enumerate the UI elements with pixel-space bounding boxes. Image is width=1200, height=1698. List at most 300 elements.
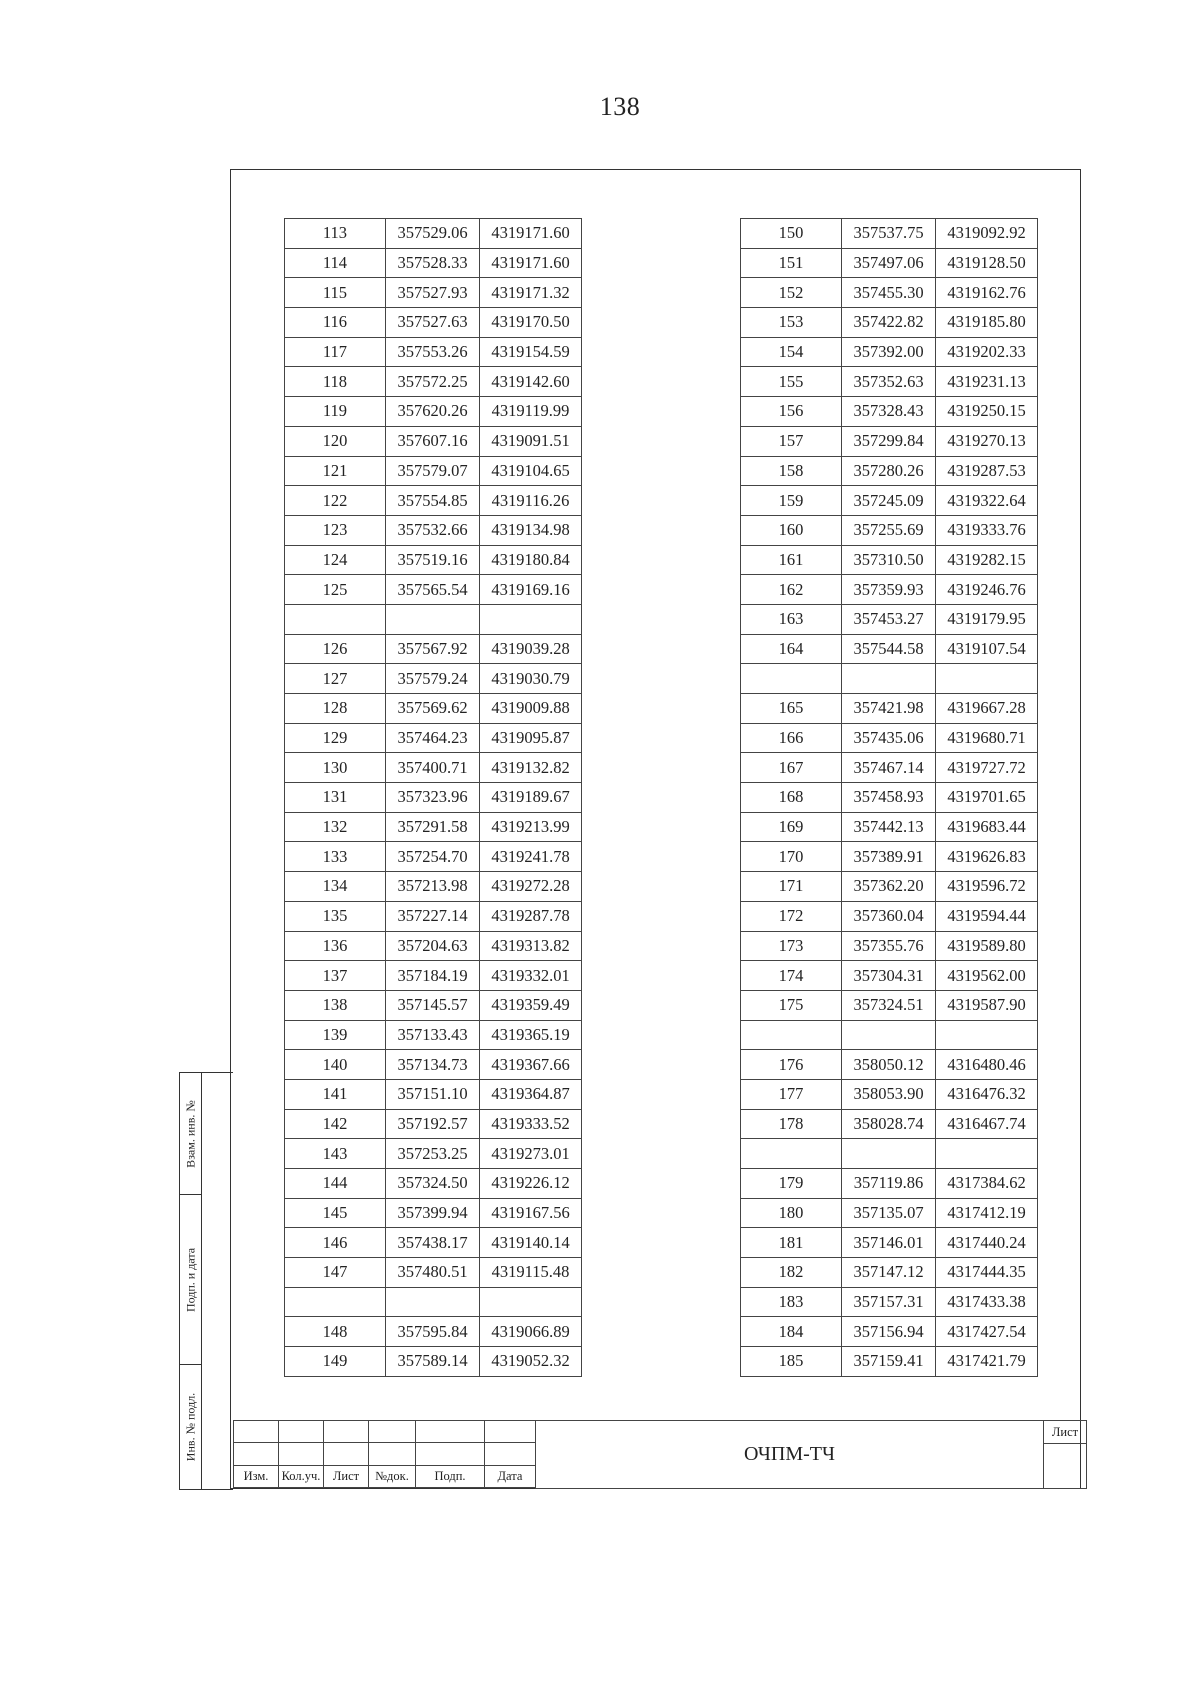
- x-coordinate: 357519.16: [386, 545, 480, 575]
- point-number: 128: [285, 694, 386, 724]
- sheet-label: Лист: [1044, 1421, 1086, 1444]
- x-coordinate: 358053.90: [842, 1079, 936, 1109]
- point-number: 129: [285, 723, 386, 753]
- y-coordinate: 4319091.51: [480, 426, 582, 456]
- table-row: [285, 1228, 582, 1258]
- x-coordinate: 357532.66: [386, 515, 480, 545]
- table-row: [285, 664, 582, 694]
- x-coordinate: 357442.13: [842, 812, 936, 842]
- y-coordinate: 4319587.90: [936, 990, 1038, 1020]
- table-row: [741, 901, 1038, 931]
- y-coordinate: 4319095.87: [480, 723, 582, 753]
- point-number: 121: [285, 456, 386, 486]
- point-number: 145: [285, 1198, 386, 1228]
- x-coordinate: 357360.04: [842, 901, 936, 931]
- point-number: 168: [741, 783, 842, 813]
- y-coordinate: 4316480.46: [936, 1050, 1038, 1080]
- point-number: 179: [741, 1169, 842, 1199]
- point-number: [285, 1287, 386, 1317]
- x-coordinate: 357579.24: [386, 664, 480, 694]
- y-coordinate: 4319667.28: [936, 694, 1038, 724]
- y-coordinate: 4319226.12: [480, 1169, 582, 1199]
- side-label-podp-data: Подп. и дата: [183, 1247, 197, 1312]
- x-coordinate: 357527.93: [386, 278, 480, 308]
- point-number: 135: [285, 901, 386, 931]
- y-coordinate: 4319241.78: [480, 842, 582, 872]
- point-number: 125: [285, 575, 386, 605]
- point-number: 113: [285, 219, 386, 249]
- y-coordinate: 4319364.87: [480, 1079, 582, 1109]
- table-row: [741, 634, 1038, 664]
- x-coordinate: 357579.07: [386, 456, 480, 486]
- point-number: 175: [741, 990, 842, 1020]
- table-row: [741, 1198, 1038, 1228]
- y-coordinate: 4319171.32: [480, 278, 582, 308]
- y-coordinate: 4319162.76: [936, 278, 1038, 308]
- x-coordinate: 357135.07: [842, 1198, 936, 1228]
- stamp-col-podp: Подп.: [416, 1465, 485, 1487]
- point-number: 140: [285, 1050, 386, 1080]
- x-coordinate: 357421.98: [842, 694, 936, 724]
- table-row: [741, 367, 1038, 397]
- x-coordinate: 357151.10: [386, 1079, 480, 1109]
- y-coordinate: 4319154.59: [480, 337, 582, 367]
- y-coordinate: 4317421.79: [936, 1347, 1038, 1377]
- x-coordinate: 357352.63: [842, 367, 936, 397]
- x-coordinate: 357620.26: [386, 397, 480, 427]
- table-row: [741, 694, 1038, 724]
- point-number: 160: [741, 515, 842, 545]
- point-number: 132: [285, 812, 386, 842]
- table-row: [741, 990, 1038, 1020]
- table-row: [741, 1347, 1038, 1377]
- x-coordinate: 357528.33: [386, 248, 480, 278]
- x-coordinate: 357553.26: [386, 337, 480, 367]
- table-row: [741, 723, 1038, 753]
- x-coordinate: 357497.06: [842, 248, 936, 278]
- x-coordinate: 357438.17: [386, 1228, 480, 1258]
- y-coordinate: 4319185.80: [936, 308, 1038, 338]
- y-coordinate: 4319589.80: [936, 931, 1038, 961]
- point-number: 155: [741, 367, 842, 397]
- table-row: [741, 337, 1038, 367]
- y-coordinate: 4316467.74: [936, 1109, 1038, 1139]
- x-coordinate: 357389.91: [842, 842, 936, 872]
- y-coordinate: 4319104.65: [480, 456, 582, 486]
- point-number: 120: [285, 426, 386, 456]
- y-coordinate: [936, 664, 1038, 694]
- table-row: [285, 812, 582, 842]
- y-coordinate: 4319171.60: [480, 248, 582, 278]
- stamp-col-izm: Изм.: [234, 1465, 279, 1487]
- point-number: 169: [741, 812, 842, 842]
- point-number: 150: [741, 219, 842, 249]
- table-row: [285, 426, 582, 456]
- stamp-col-kolvo: Кол.уч.: [279, 1465, 324, 1487]
- point-number: 171: [741, 872, 842, 902]
- table-row: [285, 842, 582, 872]
- point-number: [285, 604, 386, 634]
- x-coordinate: 357480.51: [386, 1258, 480, 1288]
- side-strip: [179, 1072, 233, 1490]
- y-coordinate: 4319171.60: [480, 219, 582, 249]
- y-coordinate: 4317427.54: [936, 1317, 1038, 1347]
- y-coordinate: 4317433.38: [936, 1287, 1038, 1317]
- x-coordinate: 357280.26: [842, 456, 936, 486]
- table-row: [741, 961, 1038, 991]
- x-coordinate: 357245.09: [842, 486, 936, 516]
- y-coordinate: 4319367.66: [480, 1050, 582, 1080]
- point-number: 137: [285, 961, 386, 991]
- x-coordinate: 357458.93: [842, 783, 936, 813]
- point-number: [741, 664, 842, 694]
- point-number: 117: [285, 337, 386, 367]
- y-coordinate: [936, 1139, 1038, 1169]
- y-coordinate: 4319107.54: [936, 634, 1038, 664]
- table-row: [741, 753, 1038, 783]
- table-row: [285, 367, 582, 397]
- y-coordinate: 4319313.82: [480, 931, 582, 961]
- y-coordinate: 4317440.24: [936, 1228, 1038, 1258]
- y-coordinate: 4319039.28: [480, 634, 582, 664]
- y-coordinate: 4319332.01: [480, 961, 582, 991]
- table-row: [741, 1228, 1038, 1258]
- point-number: 139: [285, 1020, 386, 1050]
- x-coordinate: 357422.82: [842, 308, 936, 338]
- x-coordinate: 357400.71: [386, 753, 480, 783]
- y-coordinate: 4319202.33: [936, 337, 1038, 367]
- side-cell-inv-podl: [180, 1365, 202, 1489]
- y-coordinate: 4319030.79: [480, 664, 582, 694]
- point-number: 142: [285, 1109, 386, 1139]
- table-row: [285, 1287, 582, 1317]
- y-coordinate: 4319562.00: [936, 961, 1038, 991]
- table-row: [741, 1109, 1038, 1139]
- point-number: 174: [741, 961, 842, 991]
- x-coordinate: 357159.41: [842, 1347, 936, 1377]
- point-number: 123: [285, 515, 386, 545]
- x-coordinate: 357145.57: [386, 990, 480, 1020]
- x-coordinate: 357323.96: [386, 783, 480, 813]
- table-row: [285, 901, 582, 931]
- point-number: 146: [285, 1228, 386, 1258]
- table-row: [741, 931, 1038, 961]
- table-row: [741, 1139, 1038, 1169]
- point-number: 130: [285, 753, 386, 783]
- x-coordinate: 357392.00: [842, 337, 936, 367]
- y-coordinate: 4317412.19: [936, 1198, 1038, 1228]
- table-row: [285, 278, 582, 308]
- x-coordinate: 357565.54: [386, 575, 480, 605]
- coordinates-table-right: [740, 218, 1038, 1377]
- point-number: 185: [741, 1347, 842, 1377]
- x-coordinate: 357399.94: [386, 1198, 480, 1228]
- point-number: 182: [741, 1258, 842, 1288]
- x-coordinate: [386, 1287, 480, 1317]
- table-row: [741, 604, 1038, 634]
- point-number: 153: [741, 308, 842, 338]
- table-row: [741, 842, 1038, 872]
- y-coordinate: [480, 1287, 582, 1317]
- x-coordinate: 357299.84: [842, 426, 936, 456]
- point-number: 184: [741, 1317, 842, 1347]
- point-number: 136: [285, 931, 386, 961]
- y-coordinate: 4319680.71: [936, 723, 1038, 753]
- table-row: [285, 486, 582, 516]
- y-coordinate: 4319180.84: [480, 545, 582, 575]
- point-number: 173: [741, 931, 842, 961]
- table-row: [741, 575, 1038, 605]
- y-coordinate: 4319140.14: [480, 1228, 582, 1258]
- point-number: 164: [741, 634, 842, 664]
- point-number: [741, 1139, 842, 1169]
- table-row: [285, 248, 582, 278]
- x-coordinate: 357362.20: [842, 872, 936, 902]
- table-row: [741, 426, 1038, 456]
- point-number: 143: [285, 1139, 386, 1169]
- y-coordinate: 4319179.95: [936, 604, 1038, 634]
- table-row: [285, 337, 582, 367]
- y-coordinate: 4319167.56: [480, 1198, 582, 1228]
- side-cell-podp-data: [180, 1195, 202, 1365]
- point-number: 165: [741, 694, 842, 724]
- x-coordinate: 357569.62: [386, 694, 480, 724]
- x-coordinate: 357464.23: [386, 723, 480, 753]
- x-coordinate: 357253.25: [386, 1139, 480, 1169]
- point-number: 170: [741, 842, 842, 872]
- x-coordinate: [842, 1020, 936, 1050]
- table-row: [285, 219, 582, 249]
- y-coordinate: 4317444.35: [936, 1258, 1038, 1288]
- x-coordinate: 357146.01: [842, 1228, 936, 1258]
- table-row: [741, 456, 1038, 486]
- point-number: 118: [285, 367, 386, 397]
- y-coordinate: 4319333.52: [480, 1109, 582, 1139]
- x-coordinate: 357589.14: [386, 1347, 480, 1377]
- y-coordinate: 4319189.67: [480, 783, 582, 813]
- point-number: 157: [741, 426, 842, 456]
- y-coordinate: 4317384.62: [936, 1169, 1038, 1199]
- x-coordinate: 357227.14: [386, 901, 480, 931]
- y-coordinate: 4319213.99: [480, 812, 582, 842]
- side-label-inv-podl: Инв. № подл.: [183, 1392, 197, 1462]
- y-coordinate: 4319287.53: [936, 456, 1038, 486]
- x-coordinate: 357255.69: [842, 515, 936, 545]
- point-number: 161: [741, 545, 842, 575]
- x-coordinate: 357567.92: [386, 634, 480, 664]
- y-coordinate: 4319119.99: [480, 397, 582, 427]
- y-coordinate: 4319359.49: [480, 990, 582, 1020]
- point-number: 115: [285, 278, 386, 308]
- table-row: [285, 753, 582, 783]
- page-number: 138: [599, 92, 641, 121]
- x-coordinate: 357527.63: [386, 308, 480, 338]
- x-coordinate: 357537.75: [842, 219, 936, 249]
- table-row: [741, 515, 1038, 545]
- title-block: [233, 1420, 1084, 1490]
- table-row: [741, 397, 1038, 427]
- y-coordinate: 4319365.19: [480, 1020, 582, 1050]
- table-row: [741, 872, 1038, 902]
- x-coordinate: 358028.74: [842, 1109, 936, 1139]
- stamp-col-ndok: №док.: [369, 1465, 416, 1487]
- point-number: 183: [741, 1287, 842, 1317]
- x-coordinate: 357328.43: [842, 397, 936, 427]
- table-row: [741, 812, 1038, 842]
- x-coordinate: 357529.06: [386, 219, 480, 249]
- x-coordinate: 357119.86: [842, 1169, 936, 1199]
- table-row: [741, 545, 1038, 575]
- sheet-box: [1043, 1420, 1087, 1489]
- y-coordinate: 4319683.44: [936, 812, 1038, 842]
- table-row: [285, 1139, 582, 1169]
- x-coordinate: [842, 1139, 936, 1169]
- point-number: 166: [741, 723, 842, 753]
- y-coordinate: 4319701.65: [936, 783, 1038, 813]
- x-coordinate: 357134.73: [386, 1050, 480, 1080]
- point-number: 122: [285, 486, 386, 516]
- table-row: [285, 1079, 582, 1109]
- table-row: [285, 575, 582, 605]
- table-row: [741, 1050, 1038, 1080]
- x-coordinate: 357607.16: [386, 426, 480, 456]
- table-row: [285, 1258, 582, 1288]
- point-number: 181: [741, 1228, 842, 1258]
- y-coordinate: 4319287.78: [480, 901, 582, 931]
- table-row: [285, 872, 582, 902]
- y-coordinate: 4319246.76: [936, 575, 1038, 605]
- table-row: [741, 1258, 1038, 1288]
- table-row: [741, 308, 1038, 338]
- point-number: 151: [741, 248, 842, 278]
- y-coordinate: 4319092.92: [936, 219, 1038, 249]
- table-row: [285, 1169, 582, 1199]
- point-number: 134: [285, 872, 386, 902]
- y-coordinate: 4319142.60: [480, 367, 582, 397]
- table-row: [285, 397, 582, 427]
- point-number: 114: [285, 248, 386, 278]
- point-number: 176: [741, 1050, 842, 1080]
- table-row: [285, 931, 582, 961]
- table-row: [285, 634, 582, 664]
- x-coordinate: 357254.70: [386, 842, 480, 872]
- table-row: [741, 1317, 1038, 1347]
- y-coordinate: 4319169.16: [480, 575, 582, 605]
- table-row: [285, 545, 582, 575]
- x-coordinate: 357157.31: [842, 1287, 936, 1317]
- point-number: 152: [741, 278, 842, 308]
- stamp-col-list: Лист: [324, 1465, 369, 1487]
- x-coordinate: 357304.31: [842, 961, 936, 991]
- table-row: [285, 1317, 582, 1347]
- x-coordinate: 358050.12: [842, 1050, 936, 1080]
- x-coordinate: 357192.57: [386, 1109, 480, 1139]
- x-coordinate: 357359.93: [842, 575, 936, 605]
- x-coordinate: 357544.58: [842, 634, 936, 664]
- table-row: [741, 278, 1038, 308]
- table-row: [285, 783, 582, 813]
- point-number: 116: [285, 308, 386, 338]
- x-coordinate: 357133.43: [386, 1020, 480, 1050]
- table-row: [741, 248, 1038, 278]
- x-coordinate: 357324.51: [842, 990, 936, 1020]
- point-number: 147: [285, 1258, 386, 1288]
- point-number: 172: [741, 901, 842, 931]
- x-coordinate: 357467.14: [842, 753, 936, 783]
- point-number: 162: [741, 575, 842, 605]
- table-row: [285, 1347, 582, 1377]
- point-number: 167: [741, 753, 842, 783]
- y-coordinate: 4319132.82: [480, 753, 582, 783]
- document-code: ОЧПМ-ТЧ: [535, 1420, 1043, 1489]
- y-coordinate: 4319282.15: [936, 545, 1038, 575]
- table-row: [741, 1020, 1038, 1050]
- x-coordinate: 357156.94: [842, 1317, 936, 1347]
- x-coordinate: 357204.63: [386, 931, 480, 961]
- point-number: [741, 1020, 842, 1050]
- table-row: [741, 783, 1038, 813]
- side-cell-vzam: [180, 1073, 202, 1195]
- y-coordinate: 4319115.48: [480, 1258, 582, 1288]
- y-coordinate: 4319128.50: [936, 248, 1038, 278]
- table-row: [285, 723, 582, 753]
- x-coordinate: 357291.58: [386, 812, 480, 842]
- x-coordinate: 357453.27: [842, 604, 936, 634]
- x-coordinate: 357213.98: [386, 872, 480, 902]
- x-coordinate: 357310.50: [842, 545, 936, 575]
- x-coordinate: 357184.19: [386, 961, 480, 991]
- title-block-grid: [233, 1420, 536, 1488]
- point-number: 141: [285, 1079, 386, 1109]
- table-row: [285, 961, 582, 991]
- y-coordinate: 4319333.76: [936, 515, 1038, 545]
- y-coordinate: 4319116.26: [480, 486, 582, 516]
- y-coordinate: 4319727.72: [936, 753, 1038, 783]
- point-number: 126: [285, 634, 386, 664]
- table-row: [285, 1109, 582, 1139]
- point-number: 163: [741, 604, 842, 634]
- point-number: 177: [741, 1079, 842, 1109]
- point-number: 144: [285, 1169, 386, 1199]
- table-row: [285, 990, 582, 1020]
- x-coordinate: 357147.12: [842, 1258, 936, 1288]
- point-number: 133: [285, 842, 386, 872]
- y-coordinate: 4319066.89: [480, 1317, 582, 1347]
- point-number: 159: [741, 486, 842, 516]
- table-row: [741, 1079, 1038, 1109]
- y-coordinate: 4319322.64: [936, 486, 1038, 516]
- point-number: 154: [741, 337, 842, 367]
- x-coordinate: [386, 604, 480, 634]
- y-coordinate: [936, 1020, 1038, 1050]
- y-coordinate: 4319009.88: [480, 694, 582, 724]
- point-number: 127: [285, 664, 386, 694]
- point-number: 158: [741, 456, 842, 486]
- y-coordinate: 4319596.72: [936, 872, 1038, 902]
- x-coordinate: 357355.76: [842, 931, 936, 961]
- table-row: [285, 308, 582, 338]
- table-row: [285, 1020, 582, 1050]
- x-coordinate: 357455.30: [842, 278, 936, 308]
- y-coordinate: 4319270.13: [936, 426, 1038, 456]
- point-number: 178: [741, 1109, 842, 1139]
- table-row: [285, 694, 582, 724]
- table-row: [741, 1287, 1038, 1317]
- table-row: [285, 456, 582, 486]
- y-coordinate: 4319052.32: [480, 1347, 582, 1377]
- x-coordinate: 357554.85: [386, 486, 480, 516]
- table-row: [741, 664, 1038, 694]
